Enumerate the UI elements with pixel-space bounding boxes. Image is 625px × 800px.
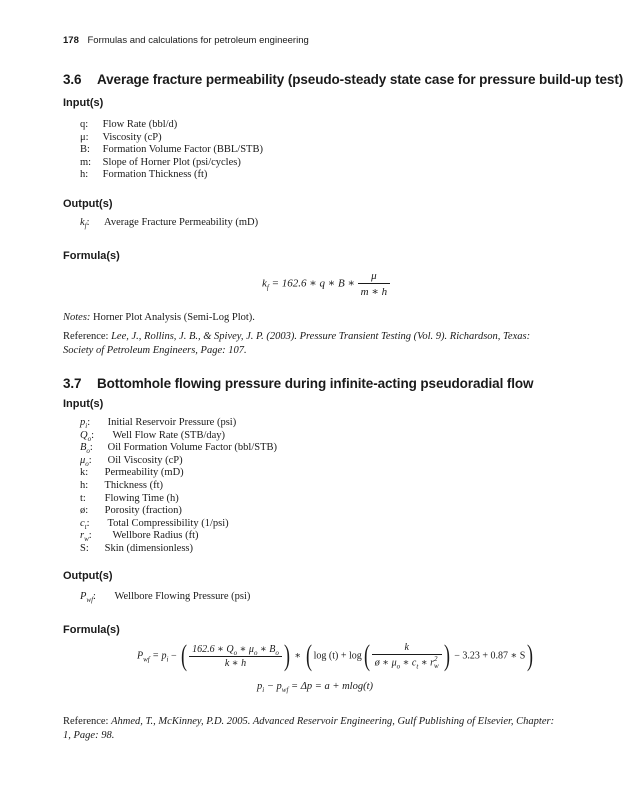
list-item: $Q_o$: Well Flow Rate (STB/day)	[80, 429, 226, 443]
formula-heading: Formula(s)	[63, 250, 120, 262]
list-item: q: Flow Rate (bbl/d)	[80, 119, 178, 130]
notes: Notes: Horner Plot Analysis (Semi-Log Plot).	[63, 312, 255, 323]
list-item: S: Skin (dimensionless)	[80, 542, 193, 554]
list-item: ø: Porosity (fraction)	[80, 505, 182, 517]
list-item: $B_o$: Oil Formation Volume Factor (bbl/STB)	[80, 442, 277, 456]
list-item: $r_w$: Wellbore Radius (ft)	[80, 530, 199, 544]
running-head	[63, 35, 309, 46]
reference-3-6: Reference: Lee, J., Rollins, J. B., & Spivey, J. P. (2003). Pressure Transient Testing (Vol. 9). Richardson, Texas: Society of Petroleum Engineers, Page: 107.	[63, 331, 531, 356]
output-list	[80, 591, 250, 604]
pressure-drop-formula: $p_i - p_{wf} = \Delta p = a + mlog(t)$	[257, 681, 374, 695]
list-item: t: Flowing Time (h)	[80, 492, 179, 504]
list-item: h: Thickness (ft)	[80, 479, 164, 491]
list-item: m: Slope of Horner Plot (psi/cycles)	[80, 156, 241, 168]
input-list	[80, 119, 263, 182]
flowing-pressure-formula: $P_{wf} = p_i$ − ( $\frac{162.6 ∗ Q_o ∗ \mu_o ∗ B_o}{k ∗ h}$ ) ∗ ( log (t) + log( k ø ∗ $\mu_o$ ∗ $c_t$ ∗ r 2 w ) − 3.23 + 0.87 ∗ S)	[137, 639, 534, 672]
formula-heading: Formula(s)	[63, 624, 120, 636]
inputs-heading: Input(s)	[63, 398, 104, 410]
list-item: $k_f$: Average Fracture Permeability (mD)	[80, 217, 259, 231]
list-item: $p_i$: Initial Reservoir Pressure (psi)	[80, 417, 237, 431]
input-list	[80, 417, 277, 556]
section-heading-3-7	[63, 376, 533, 391]
list-item: $c_t$: Total Compressibility (1/psi)	[80, 517, 229, 531]
list-item: μ: Viscosity (cP)	[80, 131, 162, 143]
list-item: $P_{wf}$: Wellbore Flowing Pressure (psi)	[80, 591, 251, 605]
reference-3-7: Reference: Ahmed, T., McKinney, P.D. 2005. Advanced Reservoir Engineering, Gulf Publishing of Elsevier, Chapter: 1, Page: 98.	[63, 716, 555, 741]
section-title: Bottomhole flowing pressure during infinite-acting pseudoradial flow	[97, 376, 534, 391]
section-number: 3.6	[63, 72, 82, 87]
section-heading-3-6	[63, 72, 623, 87]
section-number: 3.7	[63, 376, 82, 391]
page-number: 178	[63, 35, 79, 46]
section-title: Average fracture permeability (pseudo-steady state case for pressure build-up test)	[97, 72, 624, 87]
list-item: $\mu_o$: Oil Viscosity (cP)	[80, 454, 183, 468]
output-list	[80, 217, 258, 230]
list-item: h: Formation Thickness (ft)	[80, 169, 208, 181]
list-item: k: Permeability (mD)	[80, 467, 184, 479]
fracture-permeability-formula: $k_f = 162.6$ ∗ q ∗ B ∗ $\frac{\mu}{m ∗ h}$	[262, 270, 390, 298]
outputs-heading: Output(s)	[63, 198, 113, 210]
outputs-heading: Output(s)	[63, 570, 113, 582]
inputs-heading: Input(s)	[63, 97, 104, 109]
list-item: B: Formation Volume Factor (BBL/STB)	[80, 144, 263, 156]
book-title: Formulas and calculations for petroleum engineering	[87, 35, 309, 46]
